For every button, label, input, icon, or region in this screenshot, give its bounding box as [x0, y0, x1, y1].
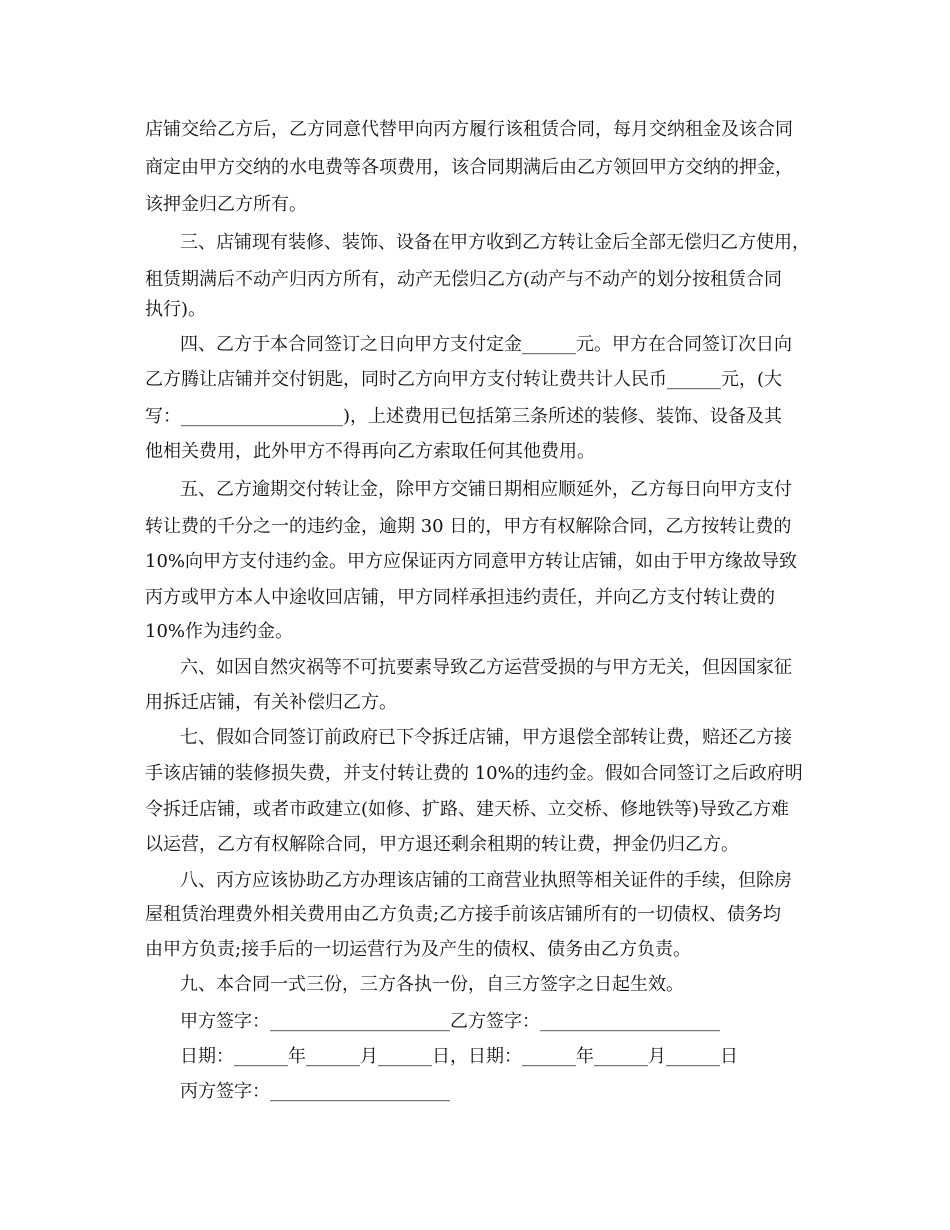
text-line: 用拆迁店铺，有关补偿归乙方。: [145, 692, 397, 713]
text-line: 由甲方负责;接手后的一切运营行为及产生的债权、债务由乙方负责。: [145, 939, 692, 960]
text-line: 10%作为违约金。: [145, 621, 294, 642]
text-line: 令拆迁店铺，或者市政建立(如修、扩路、建天桥、立交桥、修地铁等)导致乙方难: [145, 799, 790, 820]
text-line: 丙方或甲方本人中途收回店铺，甲方同样承担违约责任，并向乙方支付转让费的: [145, 587, 775, 608]
text-line: 该押金归乙方所有。: [145, 194, 307, 215]
signature-line-party-ab: 甲方签字：____________________乙方签字：____________________: [180, 1011, 720, 1032]
text-line: 以运营，乙方有权解除合同，甲方退还剩余租期的转让费，押金仍归乙方。: [145, 834, 739, 855]
text-line: 店铺交给乙方后，乙方同意代替甲向丙方履行该租赁合同，每月交纳租金及该合同: [145, 119, 793, 140]
text-line: 租赁期满后不动产归丙方所有，动产无偿归乙方(动产与不动产的划分按租赁合同: [145, 269, 783, 290]
text-line: 七、假如合同签订前政府已下令拆迁店铺，甲方退偿全部转让费，赔还乙方接: [180, 727, 792, 748]
text-line: 执行)。: [145, 299, 207, 320]
signature-line-party-c: 丙方签字：____________________: [180, 1081, 450, 1102]
text-line: 五、乙方逾期交付转让金，除甲方交铺日期相应顺延外，乙方每日向甲方支付: [180, 479, 792, 500]
text-line: 屋租赁治理费外相关费用由乙方负责;乙方接手前该店铺所有的一切债权、债务均: [145, 904, 782, 925]
text-line: 乙方腾让店铺并交付钥匙，同时乙方向甲方支付转让费共计人民币______元，(大: [145, 369, 783, 390]
text-line: 九、本合同一式三份，三方各执一份，自三方签字之日起生效。: [180, 974, 684, 995]
text-line: 四、乙方于本合同签订之日向甲方支付定金______元。甲方在合同签订次日向: [180, 334, 792, 355]
text-line: 他相关费用，此外甲方不得再向乙方索取任何其他费用。: [145, 441, 595, 462]
text-line: 商定由甲方交纳的水电费等各项费用，该合同期满后由乙方领回甲方交纳的押金，: [145, 157, 793, 178]
text-line: 六、如因自然灾祸等不可抗要素导致乙方运营受损的与甲方无关，但因国家征: [180, 657, 792, 678]
text-line: 写：__________________)，上述费用已包括第三条所述的装修、装饰、设备及其: [145, 406, 783, 427]
text-line: 10%向甲方支付违约金。甲方应保证丙方同意甲方转让店铺，如由于甲方缘故导致: [145, 551, 798, 572]
text-line: 转让费的千分之一的违约金，逾期 30 日的，甲方有权解除合同，乙方按转让费的: [145, 516, 792, 537]
text-line: 八、丙方应该协助乙方办理该店铺的工商营业执照等相关证件的手续，但除房: [180, 870, 792, 891]
text-line: 三、店铺现有装修、装饰、设备在甲方收到乙方转让金后全部无偿归乙方使用，: [180, 232, 810, 253]
date-line: 日期：______年______月______日，日期：______年______月______日: [180, 1046, 738, 1067]
text-line: 手该店铺的装修损失费，并支付转让费的 10%的违约金。假如合同签订之后政府明: [145, 763, 803, 784]
